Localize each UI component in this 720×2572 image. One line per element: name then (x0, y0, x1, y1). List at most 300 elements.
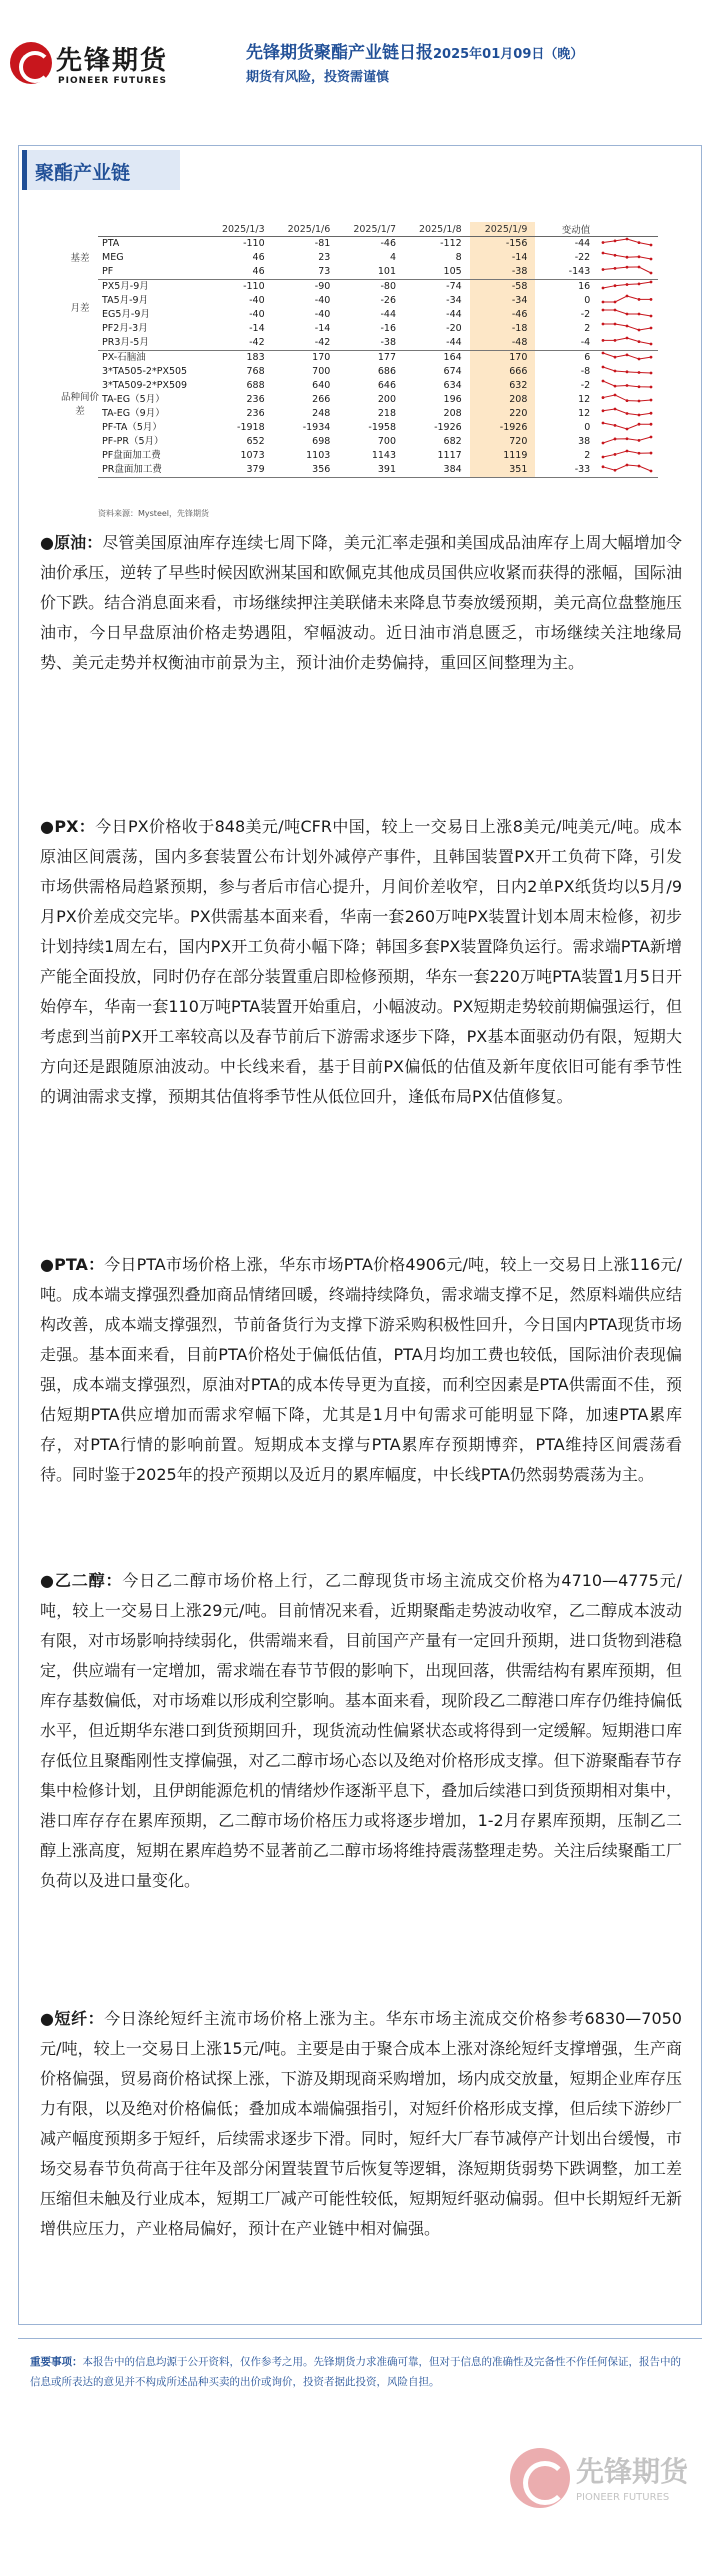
sparkline-point (626, 384, 629, 387)
sparkline-icon (600, 407, 654, 417)
value-cell: -1926 (470, 421, 536, 435)
sparkline-icon (600, 280, 654, 290)
row-label: PR3月-5月 (98, 336, 207, 351)
disclaimer-head: 重要事项： (30, 2356, 83, 2368)
row-label: EG5月-9月 (102, 309, 150, 320)
value-cell: -112 (440, 238, 462, 249)
value-cell: -40 (314, 295, 331, 306)
sparkline-point (650, 356, 653, 359)
value-cell: 391 (338, 463, 404, 478)
paragraph-head: ●原油： (40, 533, 103, 552)
value-cell: 682 (443, 436, 462, 447)
sparkline-icon (600, 421, 654, 431)
table-row (98, 294, 658, 308)
paragraph-staple-fiber (40, 2004, 682, 2244)
value-cell: 634 (443, 380, 462, 391)
value-cell: -20 (446, 323, 462, 334)
row-label: PTA (102, 238, 120, 249)
sparkline-cell (598, 393, 658, 407)
row-label: MEG (102, 252, 124, 263)
sparkline-point (626, 313, 629, 316)
sparkline-point (614, 394, 617, 397)
value-cell: -16 (380, 323, 396, 334)
sparkline-point (626, 325, 629, 328)
sparkline-point (638, 298, 641, 301)
watermark-logo-icon (510, 2448, 570, 2508)
footer-divider (18, 2338, 702, 2339)
sparkline-point (626, 283, 629, 286)
sparkline-point (614, 408, 617, 411)
paragraph-text: 今日PX价格收于848美元/吨CFR中国，较上一交易日上涨8美元/吨美元/吨。成本原油区间震荡，国内多套装置公布计划外减停产事件，且韩国装置PX开工负荷下降，引发市场供需格局趋紧预期，参与者后市信心提升，月间价差收窄，日内2单PX纸货均以5月/9月PX价差成交完毕。PX供需基本面来看，华南一套260万吨PX装置计划本周末检修，初步计划持续1周左右，国内PX开工负荷小幅下降；韩国多套PX装置降负运行。需求端PTA新增产能全面投放，同时仍存在部分装置重启即检修预期，华东一套220万吨PTA装置1月5日开始停车，华南一套110万吨PTA装置开始重启，小幅波动。PX短期走势较前期偏强运行，但考虑到当前PX开工率较高以及春节前后下游需求逐步下降，PX基本面驱动仍有限，短期大方向还是跟随原油波动。中长线来看，基于目前PX偏低的估值及新年度依旧可能有季节性的调油需求支撑，预期其估值将季节性从低位回升，逢低布局PX估值修复。 (40, 817, 682, 1106)
value-cell: -18 (470, 322, 536, 336)
sparkline-point (614, 284, 617, 287)
sparkline-point (626, 437, 629, 440)
row-label: 3*TA509-2*PX509 (102, 380, 188, 391)
value-cell: -110 (243, 238, 265, 249)
row-label: PF-PR（5月） (102, 436, 164, 447)
value-cell: 356 (273, 463, 339, 478)
value-cell: 218 (377, 408, 396, 419)
sparkline-point (614, 469, 617, 472)
sparkline-point (650, 470, 653, 473)
value-cell: 646 (377, 380, 396, 391)
sparkline-point (614, 267, 617, 270)
row-label: PX-石脑油 (102, 352, 146, 363)
value-cell: -38 (470, 265, 536, 280)
sparkline-point (650, 272, 653, 275)
sparkline-cell (598, 421, 658, 435)
sparkline-icon (600, 365, 654, 375)
value-cell: -46 (380, 238, 396, 249)
value-cell: 23 (318, 252, 331, 263)
sparkline-point (602, 352, 605, 355)
value-cell: -40 (249, 309, 265, 320)
paragraph-pta (40, 1250, 682, 1490)
table-header-cell: 2025/1/9 (470, 222, 536, 237)
row-label: PF (98, 265, 207, 280)
table-row (98, 365, 658, 379)
sparkline-point (638, 414, 641, 417)
sparkline-point (614, 254, 617, 257)
sparkline-cell (598, 379, 658, 393)
value-cell: 101 (338, 265, 404, 280)
value-cell: -44 (404, 336, 470, 351)
change-cell: 0 (584, 295, 591, 306)
value-cell: 720 (470, 435, 536, 449)
sparkline-header (598, 222, 658, 237)
sparkline-cell (598, 365, 658, 379)
table-row (98, 280, 658, 295)
table-row (98, 393, 658, 407)
value-cell: 177 (377, 352, 396, 363)
table-row (98, 463, 658, 478)
sparkline-point (650, 281, 653, 284)
value-cell: 183 (246, 352, 265, 363)
sparkline-point (602, 323, 605, 326)
sparkline-cell (598, 336, 658, 351)
paragraph-head: ●乙二醇： (40, 1571, 123, 1590)
paragraph-text: 今日乙二醇市场价格上行，乙二醇现货市场主流成交价格为4710—4775元/吨，较上一交易日上涨29元/吨。目前情况来看，近期聚酯走势波动收窄，乙二醇成本波动有限，对市场影响持续弱化，供需端来看，目前国产产量有一定回升预期，进口货物到港稳定，供应端有一定增加，需求端在春节节假的影响下，出现回落，供需结构有累库预期，但库存基数偏低，对市场难以形成利空影响。基本面来看，现阶段乙二醇港口库存仍维持偏低水平，但近期华东港口到货预期回升，现货流动性偏紧状态或将得到一定缓解。短期港口库存低位且聚酯刚性支撑偏强，对乙二醇市场心态以及绝对价格形成支撑。但下游聚酯春节存集中检修计划，且伊朗能源危机的情绪炒作逐渐平息下，叠加后续港口到货预期相对集中，港口库存存在累库预期，乙二醇市场价格压力或将逐步增加，1-2月存累库预期，压制乙二醇上涨高度，短期在累库趋势不显著前乙二醇市场将维持震荡整理走势。关注后续聚酯工厂负荷以及进口量变化。 (40, 1571, 682, 1890)
value-cell: 105 (404, 265, 470, 280)
sparkline-point (638, 241, 641, 244)
table-group-label: 品种间价差 (60, 391, 99, 417)
sparkline-point (602, 309, 605, 312)
disclaimer (30, 2352, 690, 2392)
row-label: PX5月-9月 (102, 281, 149, 292)
change-cell: -22 (574, 252, 591, 263)
watermark-text: 先锋期货 (576, 2455, 689, 2488)
sparkline-point (650, 399, 653, 402)
price-spread-table (98, 222, 658, 478)
sparkline-point (626, 412, 629, 415)
sparkline-point (638, 465, 641, 468)
sparkline-point (638, 340, 641, 343)
sparkline-cell (598, 251, 658, 265)
sparkline-point (614, 309, 617, 312)
value-cell: -1958 (368, 422, 396, 433)
table-header-cell (98, 222, 207, 237)
sparkline-icon (600, 463, 654, 473)
sparkline-point (626, 238, 629, 241)
value-cell: 351 (470, 463, 536, 478)
sparkline-point (638, 439, 641, 442)
sparkline-point (626, 295, 629, 298)
value-cell: 200 (377, 394, 396, 405)
table-row (98, 308, 658, 322)
sparkline-point (650, 386, 653, 389)
value-cell: 208 (470, 393, 536, 407)
value-cell: 170 (312, 352, 331, 363)
sparkline-point (626, 464, 629, 467)
sparkline-point (602, 442, 605, 445)
sparkline-point (614, 424, 617, 427)
table-header-cell: 2025/1/7 (338, 222, 404, 237)
value-cell: 698 (312, 436, 331, 447)
value-cell: 170 (470, 351, 536, 366)
row-label: TA-EG（5月） (102, 394, 165, 405)
sparkline-point (638, 452, 641, 455)
value-cell: 196 (443, 394, 462, 405)
sparkline-point (626, 399, 629, 402)
sparkline-point (638, 385, 641, 388)
sparkline-point (602, 409, 605, 412)
sparkline-point (638, 400, 641, 403)
sparkline-icon (600, 393, 654, 403)
sparkline-point (626, 370, 629, 373)
paragraph-text: 今日涤纶短纤主流市场价格上涨为主。华东市场主流成交价格参考6830—7050元/吨，较上一交易日上涨15元/吨。主要是由于聚合成本上涨对涤纶短纤支撑增强，生产商价格偏强，贸易商价格试探上涨，下游及期现商采购增加，场内成交放量，短期企业库存压力有限，以及绝对价格偏低；叠加成本端偏强指引，对短纤价格形成支撑，但后续下游纱厂减产幅度预期多于短纤，后续需求逐步下滑。同时，短纤大厂春节减停产计划出台缓慢，市场交易春节负荷高于往年及部分闲置装置节后恢复等逻辑，涤短期货弱势下跌调整，加工差压缩但未触及行业成本，短期工厂减产可能性较低，短期短纤驱动偏弱。但中长期短纤无新增供应压力，产业格局偏好，预计在产业链中相对偏强。 (40, 2009, 682, 2238)
sparkline-cell (598, 351, 658, 366)
sparkline-icon (600, 237, 654, 247)
value-cell: -1926 (434, 422, 462, 433)
sparkline-cell (598, 407, 658, 421)
sparkline-point (638, 358, 641, 361)
table-row (98, 421, 658, 435)
table-source: 资料来源：Mysteel，先锋期货 (98, 509, 210, 518)
paragraph-head: ●PX： (40, 817, 96, 836)
value-cell: -1918 (237, 422, 265, 433)
value-cell: -48 (470, 336, 536, 351)
value-cell: 1119 (470, 449, 536, 463)
value-cell: -14 (470, 251, 536, 265)
table-header-cell: 2025/1/8 (404, 222, 470, 237)
sparkline-point (602, 339, 605, 342)
sparkline-cell (598, 322, 658, 336)
value-cell: -34 (446, 295, 462, 306)
table-group-label: 月差 (70, 303, 90, 315)
value-cell: -58 (470, 280, 536, 295)
sparkline-cell (598, 237, 658, 252)
sparkline-point (650, 452, 653, 455)
paragraph-meg (40, 1566, 682, 1896)
row-label: TA5月-9月 (102, 295, 149, 306)
sparkline-point (602, 301, 605, 304)
value-cell: -110 (243, 281, 265, 292)
sparkline-point (602, 380, 605, 383)
sparkline-icon (600, 322, 654, 332)
logo-text: 先锋期货 (56, 46, 169, 76)
change-cell: -33 (535, 463, 598, 478)
table-row (98, 449, 658, 463)
value-cell: -38 (338, 336, 404, 351)
value-cell: 266 (312, 394, 331, 405)
sparkline-point (638, 255, 641, 258)
sparkline-icon (600, 251, 654, 261)
value-cell: -90 (314, 281, 331, 292)
sparkline-point (614, 301, 617, 304)
sparkline-point (650, 298, 653, 301)
sparkline-point (602, 422, 605, 425)
change-cell: -44 (574, 238, 591, 249)
value-cell: 686 (377, 366, 396, 377)
sparkline-point (650, 343, 653, 346)
value-cell: 46 (252, 252, 265, 263)
sparkline-point (602, 287, 605, 290)
change-cell: 6 (584, 352, 591, 363)
value-cell: 700 (312, 366, 331, 377)
sparkline-point (614, 240, 617, 243)
sparkline-point (626, 450, 629, 453)
sparkline-point (650, 436, 653, 439)
sparkline-cell (598, 294, 658, 308)
value-cell: -1934 (302, 422, 331, 433)
sparkline-point (602, 465, 605, 468)
table-row (98, 435, 658, 449)
sparkline-point (626, 353, 629, 356)
table-row (98, 407, 658, 421)
sparkline-icon (600, 265, 654, 275)
value-cell: 379 (207, 463, 273, 478)
table-row (98, 237, 658, 252)
sparkline-point (650, 244, 653, 247)
sparkline-point (638, 313, 641, 316)
sparkline-point (602, 396, 605, 399)
sparkline-point (602, 268, 605, 271)
value-cell: 700 (377, 436, 396, 447)
sparkline-cell (598, 308, 658, 322)
value-cell: -44 (446, 309, 462, 320)
value-cell: 248 (312, 408, 331, 419)
sparkline-icon (600, 449, 654, 459)
value-cell: 640 (312, 380, 331, 391)
value-cell: -40 (314, 309, 331, 320)
risk-subtitle: 期货有风险，投资需谨慎 (246, 70, 390, 85)
value-cell: 632 (470, 379, 536, 393)
table-header-cell: 2025/1/3 (207, 222, 273, 237)
pioneer-logo-icon (10, 42, 52, 84)
change-cell: 0 (584, 422, 591, 433)
paragraph-crude-oil (40, 528, 682, 678)
value-cell: -80 (380, 281, 396, 292)
sparkline-point (614, 438, 617, 441)
sparkline-point (650, 423, 653, 426)
sparkline-point (638, 329, 641, 332)
sparkline-point (650, 372, 653, 375)
sparkline-cell (598, 449, 658, 463)
sparkline-icon (600, 435, 654, 445)
sparkline-point (650, 327, 653, 330)
change-cell: 12 (578, 408, 591, 419)
value-cell: 674 (443, 366, 462, 377)
table-header-cell: 2025/1/6 (273, 222, 339, 237)
sparkline-point (614, 339, 617, 342)
report-title-text: 先锋期货聚酯产业链日报 (246, 43, 433, 63)
change-cell: -8 (580, 366, 591, 377)
paragraph-head: ●PTA： (40, 1255, 105, 1274)
paragraph-text: 尽管美国原油库存连续七周下降，美元汇率走强和美国成品油库存上周大幅增加令油价承压，逆转了早些时候因欧洲某国和欧佩克其他成员国供应收紧而获得的涨幅，国际油价下跌。结合消息面来看，市场继续押注美联储未来降息节奏放缓预期，美元高位盘整施压油市，今日早盘原油价格走势遇阻，窄幅波动。近日油市消息匮乏，市场继续关注地缘局势、美元走势并权衡油市前景为主，预计油价走势偏持，重回区间整理为主。 (40, 533, 682, 672)
value-cell: 8 (455, 252, 462, 263)
table-group-label: 基差 (70, 252, 90, 264)
value-cell: -74 (446, 281, 462, 292)
change-cell: 2 (584, 450, 591, 461)
row-label: 3*TA505-2*PX505 (102, 366, 188, 377)
paragraph-head: ●短纤： (40, 2009, 105, 2028)
value-cell: 1073 (240, 450, 265, 461)
table-row (98, 336, 658, 351)
value-cell: -42 (273, 336, 339, 351)
value-cell: -14 (314, 323, 331, 334)
sparkline-point (626, 428, 629, 431)
logo-english: PIONEER FUTURES (58, 76, 167, 86)
value-cell: 666 (470, 365, 536, 379)
sparkline-point (626, 266, 629, 269)
table-row (98, 265, 658, 280)
value-cell: -44 (380, 309, 396, 320)
footer-watermark (510, 2440, 700, 2550)
value-cell: 384 (404, 463, 470, 478)
report-title (246, 38, 583, 63)
change-cell: 16 (578, 281, 591, 292)
value-cell: -156 (470, 237, 536, 252)
sparkline-icon (600, 294, 654, 304)
sparkline-cell (598, 280, 658, 295)
sparkline-point (638, 423, 641, 426)
sparkline-point (602, 456, 605, 459)
table-row (98, 251, 658, 265)
sparkline-icon (600, 379, 654, 389)
sparkline-point (638, 282, 641, 285)
value-cell: 208 (443, 408, 462, 419)
report-date: 2025年01月09日（晚） (433, 47, 584, 62)
watermark-english: PIONEER FUTURES (576, 2492, 670, 2503)
table-row (98, 322, 658, 336)
section-header (22, 150, 180, 190)
change-cell: -2 (580, 380, 591, 391)
value-cell: 688 (246, 380, 265, 391)
value-cell: 236 (246, 394, 265, 405)
table-row (98, 351, 658, 366)
sparkline-point (638, 266, 641, 269)
sparkline-cell (598, 435, 658, 449)
sparkline-point (626, 337, 629, 340)
value-cell: -34 (470, 294, 536, 308)
sparkline-point (614, 356, 617, 359)
sparkline-cell (598, 265, 658, 280)
value-cell: -81 (314, 238, 331, 249)
change-cell: 38 (578, 436, 591, 447)
sparkline-point (602, 252, 605, 255)
table-row (98, 379, 658, 393)
row-label: TA-EG（9月） (102, 408, 165, 419)
sparkline-point (614, 453, 617, 456)
value-cell: 768 (246, 366, 265, 377)
sparkline-point (614, 385, 617, 388)
sparkline-point (650, 412, 653, 415)
value-cell: 1103 (306, 450, 331, 461)
change-cell: -143 (535, 265, 598, 280)
sparkline-point (638, 371, 641, 374)
sparkline-point (614, 323, 617, 326)
value-cell: 164 (443, 352, 462, 363)
row-label: PR盘面加工费 (98, 463, 207, 478)
sparkline-icon (600, 351, 654, 361)
value-cell: -26 (380, 295, 396, 306)
sparkline-cell (598, 463, 658, 478)
paragraph-px (40, 812, 682, 1112)
value-cell: 73 (273, 265, 339, 280)
sparkline-point (602, 366, 605, 369)
value-cell: 1117 (437, 450, 462, 461)
value-cell: 46 (207, 265, 273, 280)
change-cell: 2 (584, 323, 591, 334)
section-title: 聚酯产业链 (35, 162, 131, 184)
sparkline-point (626, 256, 629, 259)
value-cell: 1143 (371, 450, 396, 461)
sparkline-point (650, 315, 653, 318)
paragraph-text: 今日PTA市场价格上涨，华东市场PTA价格4906元/吨，较上一交易日上涨116元/吨。成本端支撑强烈叠加商品情绪回暖，终端持续降负，需求端支撑不足，然原料端供应结构改善，成本端支撑强烈，节前备货行为支撑下游采购积极性回升，今日国内PTA现货市场走强。基本面来看，目前PTA价格处于偏低估值，PTA月均加工费也较低，国际油价表现偏强，成本端支撑强烈，原油对PTA的成本传导更为直接，而利空因素是PTA供需面不佳，预估短期PTA供应增加而需求窄幅下降，尤其是1月中旬需求可能明显下降，加速PTA累库存，对PTA行情的影响前置。短期成本支撑与PTA累库存预期博弈，PTA维持区间震荡看待。同时鉴于2025年的投产预期以及近月的累库幅度，中长线PTA仍然弱势震荡为主。 (40, 1255, 682, 1484)
table-header-cell: 变动值 (535, 222, 598, 237)
disclaimer-text: 本报告中的信息均源于公开资料，仅作参考之用。先锋期货力求准确可靠，但对于信息的准确性及完备性不作任何保证，报告中的信息或所表达的意见并不构成所述品种买卖的出价或询价，投资者据此投资，风险自担。 (30, 2356, 681, 2388)
sparkline-point (614, 370, 617, 373)
row-label: PF盘面加工费 (102, 450, 161, 461)
row-label: PF-TA（5月） (102, 422, 162, 433)
sparkline-point (650, 258, 653, 261)
value-cell: -40 (249, 295, 265, 306)
value-cell: -46 (470, 308, 536, 322)
value-cell: 236 (246, 408, 265, 419)
value-cell: -42 (207, 336, 273, 351)
change-cell: -4 (535, 336, 598, 351)
report-header (0, 0, 720, 100)
value-cell: 4 (389, 252, 396, 263)
value-cell: 220 (470, 407, 536, 421)
sparkline-icon (600, 336, 654, 346)
value-cell: 652 (246, 436, 265, 447)
change-cell: 12 (578, 394, 591, 405)
value-cell: -14 (249, 323, 265, 334)
change-cell: -2 (580, 309, 591, 320)
sparkline-icon (600, 308, 654, 318)
sparkline-point (602, 241, 605, 244)
